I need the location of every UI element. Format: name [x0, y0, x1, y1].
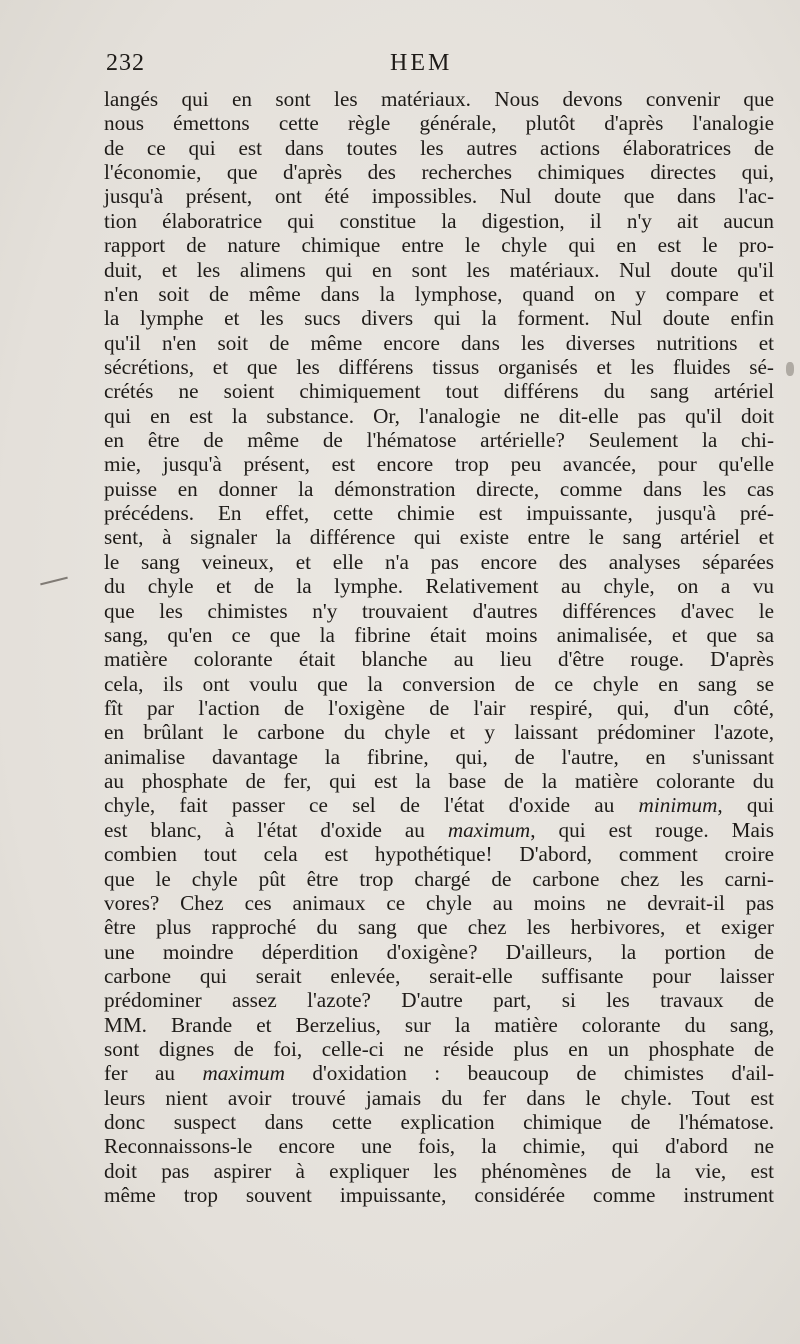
italic-term: maximum: [202, 1061, 285, 1086]
text-line: le sang veineux, et elle n'a pas encore des analyses séparées: [104, 549, 774, 574]
text-line: nous émettons cette règle générale, plutôt d'après l'analogie: [104, 111, 774, 136]
text-line: matière colorante était blanche au lieu d'être rouge. D'après: [104, 647, 774, 672]
page-number: 232: [106, 50, 145, 76]
text-line: qu'il n'en soit de même encore dans les diverses nutritions et: [104, 330, 774, 355]
text-line: leurs nient avoir trouvé jamais du fer dans le chyle. Tout est: [104, 1085, 774, 1110]
text-line: que les chimistes n'y trouvaient d'autres différences d'avec le: [104, 598, 774, 623]
text-line: puisse en donner la démonstration directe, comme dans les cas: [104, 476, 774, 501]
text-line: carbone qui serait enlevée, serait-elle suffisante pour laisser: [104, 963, 774, 988]
text-line: en être de même de l'hématose artérielle? Seulement la chi-: [104, 428, 774, 453]
text-line: en brûlant le carbone du chyle et y laissant prédominer l'azote,: [104, 720, 774, 745]
text-line: langés qui en sont les matériaux. Nous devons convenir que: [104, 87, 774, 111]
text-line: sent, à signaler la différence qui existe entre le sang artériel et: [104, 525, 774, 550]
text-line: fer au maximum d'oxidation : beaucoup de chimistes d'ail-: [104, 1061, 775, 1086]
text-line: donc suspect dans cette explication chimique de l'hématose.: [104, 1110, 774, 1135]
text-line: fît par l'action de l'oxigène de l'air respiré, qui, d'un côté,: [104, 695, 774, 720]
text-line: même trop souvent impuissante, considérée comme instrument: [104, 1183, 774, 1208]
text-line: crétés ne soient chimiquement tout différens du sang artériel: [104, 379, 774, 404]
text-line: la lymphe et les sucs divers qui la forment. Nul doute enfin: [104, 306, 774, 331]
text-line: MM. Brande et Berzelius, sur la matière colorante du sang,: [104, 1012, 774, 1037]
text-line: que le chyle pût être trop chargé de carbone chez les carni-: [104, 866, 774, 891]
text-line: l'économie, que d'après des recherches chimiques directes qui,: [104, 160, 774, 185]
text-line: au phosphate de fer, qui est la base de la matière colorante du: [104, 769, 774, 794]
text-line: doit pas aspirer à expliquer les phénomènes de la vie, est: [104, 1158, 774, 1183]
margin-mark: [40, 577, 68, 586]
italic-term: minimum: [638, 793, 718, 818]
text-line: n'en soit de même dans la lymphose, quand on y compare et: [104, 281, 774, 306]
page-header: [106, 50, 772, 84]
text-line: chyle, fait passer ce sel de l'état d'oxide au minimum, qui: [104, 793, 775, 818]
text-line: mie, jusqu'à présent, est encore trop peu avancée, pour qu'elle: [104, 452, 774, 477]
text-line: du chyle et de la lymphe. Relativement au chyle, on a vu: [104, 574, 774, 599]
running-head: HEM: [390, 50, 453, 76]
italic-term: maximum: [447, 817, 531, 842]
text-line: Reconnaissons-le encore une fois, la chimie, qui d'abord ne: [104, 1134, 774, 1159]
text-line: jusqu'à présent, ont été impossibles. Nul doute que dans l'ac-: [104, 184, 774, 209]
text-line: cela, ils ont voulu que la conversion de ce chyle en sang se: [104, 671, 774, 696]
text-line: rapport de nature chimique entre le chyle qui en est le pro-: [104, 233, 774, 258]
text-line: une moindre déperdition d'oxigène? D'ailleurs, la portion de: [104, 939, 774, 964]
text-line: vores? Chez ces animaux ce chyle au moins ne devrait-il pas: [104, 890, 774, 915]
margin-smudge: [786, 362, 794, 376]
text-line: prédominer assez l'azote? D'autre part, si les travaux de: [104, 988, 774, 1013]
text-line: être plus rapproché du sang que chez les herbivores, et exiger: [104, 915, 774, 940]
body-text: [104, 87, 774, 1208]
text-line: précédens. En effet, cette chimie est impuissante, jusqu'à pré-: [104, 501, 774, 526]
text-line: de ce qui est dans toutes les autres actions élaboratrices de: [104, 135, 774, 160]
text-line: qui en est la substance. Or, l'analogie ne dit-elle pas qu'il doit: [104, 403, 774, 428]
text-line: duit, et les alimens qui en sont les matériaux. Nul doute qu'il: [104, 257, 774, 282]
text-line: combien tout cela est hypothétique! D'abord, comment croire: [104, 842, 774, 867]
text-line: sécrétions, et que les différens tissus organisés et les fluides sé-: [104, 354, 774, 379]
text-line: animalise davantage la fibrine, qui, de l'autre, en s'unissant: [104, 744, 774, 769]
text-line: sang, qu'en ce que la fibrine était moins animalisée, et que sa: [104, 622, 774, 647]
text-line: est blanc, à l'état d'oxide au maximum, qui est rouge. Mais: [104, 817, 774, 842]
text-line: sont dignes de foi, celle-ci ne réside plus en un phosphate de: [104, 1037, 774, 1062]
text-line: tion élaboratrice qui constitue la digestion, il n'y ait aucun: [104, 208, 774, 233]
